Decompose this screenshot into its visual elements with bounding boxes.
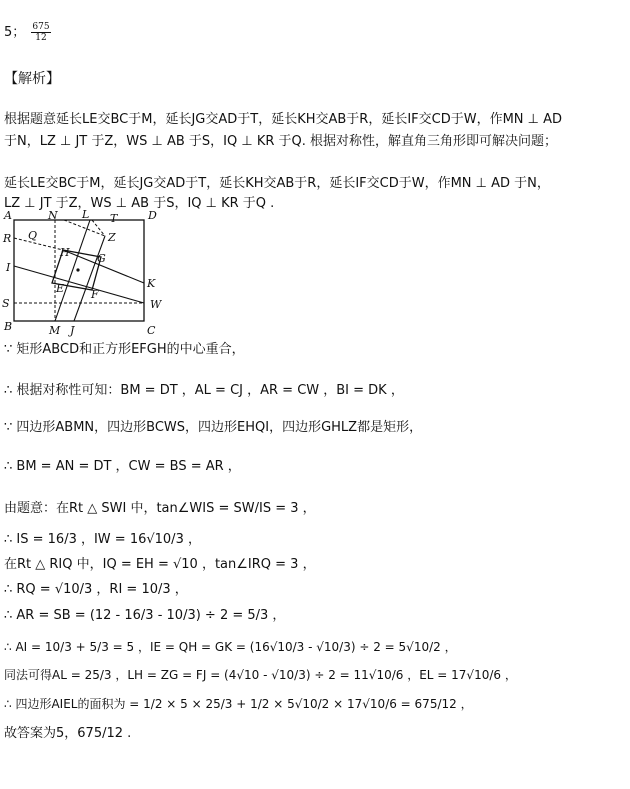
reason-7: 在Rt △ RIQ 中，IQ = EH = √10 ，tan∠IRQ = 3 ， bbox=[4, 557, 316, 572]
analysis-text-2: 于N，LZ ⊥ JT 于Z，WS ⊥ AB 于S，IQ ⊥ KR 于Q. 根据对称性，解直角三角形即可解决问题； bbox=[4, 134, 558, 149]
label-k: K bbox=[147, 277, 156, 290]
label-t: T bbox=[110, 212, 118, 225]
reason-3: ∵ 四边形ABMN，四边形BCWS，四边形EHQI，四边形GHLZ都是矩形， bbox=[4, 420, 423, 435]
answer-line bbox=[4, 22, 626, 43]
label-g: G bbox=[97, 252, 106, 265]
label-r: R bbox=[3, 232, 12, 245]
label-q: Q bbox=[28, 229, 38, 242]
reason-12: ∴ 四边形AIEL的面积为 = 1/2 × 5 × 25/3 + 1/2 × 5√10/2 × 17√10/6 = 675/12 ， bbox=[4, 697, 473, 711]
reason-5: 由题意：在Rt △ SWI 中，tan∠WIS = SW/IS = 3 ， bbox=[4, 501, 316, 516]
label-l: L bbox=[82, 210, 90, 221]
center-dot bbox=[76, 268, 79, 271]
geometry-diagram bbox=[0, 210, 170, 340]
label-h: H bbox=[60, 246, 70, 259]
answer-num: 675 bbox=[32, 22, 50, 32]
analysis-text-1: 根据题意延长LE交BC于M，延长JG交AD于T，延长KH交AB于R，延长IF交CD于W，作MN ⊥ AD bbox=[4, 112, 563, 127]
line-tj bbox=[74, 236, 105, 321]
analysis-heading: 【解析】 bbox=[4, 71, 60, 87]
answer-prefix: 5； bbox=[4, 25, 26, 40]
label-e: E bbox=[56, 282, 65, 295]
label-n: N bbox=[48, 210, 58, 222]
label-j: J bbox=[70, 324, 75, 337]
line-rq bbox=[14, 238, 63, 250]
reason-9: ∴ AR = SB = (12 - 16/3 - 10/3) ÷ 2 = 5/3 ， bbox=[4, 608, 286, 623]
label-s: S bbox=[2, 297, 10, 310]
extend-step-1: 延长LE交BC于M，延长JG交AD于T，延长KH交AB于R，延长IF交CD于W，作MN ⊥ AD 于N， bbox=[4, 176, 550, 191]
label-a: A bbox=[4, 210, 12, 222]
label-z: Z bbox=[108, 231, 116, 244]
label-d: D bbox=[148, 210, 157, 222]
line-lm bbox=[55, 220, 90, 321]
answer-fraction bbox=[31, 22, 50, 43]
reason-1: ∵ 矩形ABCD和正方形EFGH的中心重合， bbox=[4, 342, 245, 357]
reason-8: ∴ RQ = √10/3 ，RI = 10/3 ， bbox=[4, 582, 188, 597]
label-f: F bbox=[91, 288, 99, 301]
answer-den: 12 bbox=[35, 33, 47, 43]
reason-10: ∴ AI = 10/3 + 5/3 = 5 ，IE = QH = GK = (16√10/3 - √10/3) ÷ 2 = 5√10/2 ， bbox=[4, 640, 457, 654]
label-c: C bbox=[147, 324, 156, 337]
conclusion: 故答案为5，675/12 . bbox=[4, 726, 132, 741]
label-m: M bbox=[49, 324, 61, 337]
label-b: B bbox=[4, 320, 13, 333]
extend-step-2: LZ ⊥ JT 于Z，WS ⊥ AB 于S，IQ ⊥ KR 于Q . bbox=[4, 196, 275, 211]
label-i: I bbox=[6, 261, 11, 274]
label-w: W bbox=[150, 298, 162, 311]
reason-4: ∴ BM = AN = DT ，CW = BS = AR ， bbox=[4, 459, 241, 474]
line-iw bbox=[14, 266, 144, 303]
reason-6: ∴ IS = 16/3 ，IW = 16√10/3 ， bbox=[4, 532, 201, 547]
reason-2: ∴ 根据对称性可知：BM = DT ，AL = CJ ，AR = CW ，BI = DK ， bbox=[4, 383, 404, 398]
reason-11: 同法可得AL = 25/3 ，LH = ZG = FJ = (4√10 - √10/3) ÷ 2 = 11√10/6 ，EL = 17√10/6 ， bbox=[4, 668, 517, 682]
